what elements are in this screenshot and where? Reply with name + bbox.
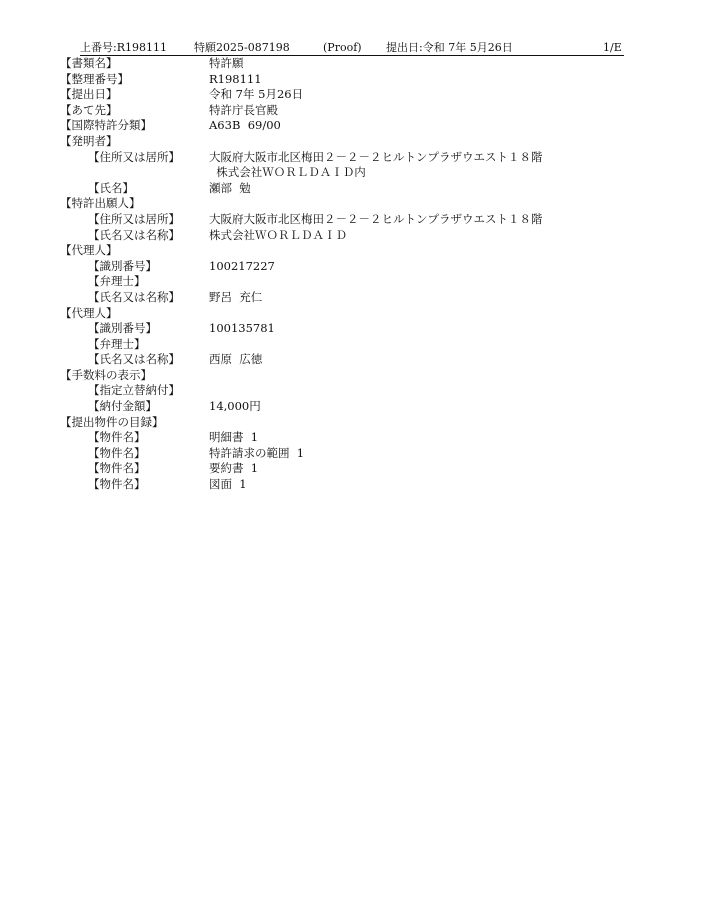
form-row <box>0 461 718 477</box>
field-value: 要約書 1 <box>209 461 259 476</box>
field-label: 【住所又は居所】 <box>88 211 180 226</box>
field-label: 【弁理士】 <box>88 336 146 351</box>
form-row <box>0 383 718 399</box>
field-label: 【代理人】 <box>60 305 118 320</box>
form-row <box>0 321 718 337</box>
form-row <box>0 415 718 431</box>
form-row <box>0 306 718 322</box>
form-row <box>0 56 718 72</box>
field-value: R198111 <box>209 71 262 86</box>
form-row <box>0 72 718 88</box>
form-row <box>0 368 718 384</box>
field-label: 【物件名】 <box>88 445 146 460</box>
form-row <box>0 446 718 462</box>
form-row <box>0 228 718 244</box>
form-row <box>0 337 718 353</box>
form-row <box>0 118 718 134</box>
field-label: 【あて先】 <box>60 102 118 117</box>
form-row <box>0 352 718 368</box>
form-row <box>0 274 718 290</box>
field-value: 14,000円 <box>209 399 261 414</box>
filing-date: 提出日:令和 7年 5月26日 <box>386 41 513 54</box>
form-row <box>0 430 718 446</box>
form-row <box>0 399 718 415</box>
application-body <box>0 56 718 493</box>
page-number: 1/E <box>603 41 622 54</box>
field-label: 【書類名】 <box>60 56 118 70</box>
field-value: 株式会社ＷＯＲＬＤＡＩＤ内 <box>209 165 366 180</box>
form-row <box>0 196 718 212</box>
form-row <box>0 181 718 197</box>
field-label: 【氏名又は名称】 <box>88 352 180 367</box>
document-header <box>80 40 624 56</box>
proof-mark: (Proof) <box>323 41 362 54</box>
field-label: 【識別番号】 <box>88 258 157 273</box>
field-label: 【代理人】 <box>60 243 118 258</box>
field-value: 100217227 <box>209 258 275 273</box>
form-row <box>0 87 718 103</box>
field-label: 【氏名又は名称】 <box>88 227 180 242</box>
field-label: 【指定立替納付】 <box>88 383 180 398</box>
reference-number: 上番号:R198111 <box>80 41 167 54</box>
field-value: 野呂 充仁 <box>209 289 263 304</box>
field-value: 令和 7年 5月26日 <box>209 87 304 102</box>
field-label: 【納付金額】 <box>88 399 157 414</box>
field-label: 【国際特許分類】 <box>60 118 152 133</box>
field-label: 【提出物件の目録】 <box>60 414 164 429</box>
form-row <box>0 165 718 181</box>
field-label: 【特許出願人】 <box>60 196 141 211</box>
field-label: 【弁理士】 <box>88 274 146 289</box>
field-label: 【物件名】 <box>88 430 146 445</box>
field-label: 【氏名】 <box>88 180 134 195</box>
field-label: 【整理番号】 <box>60 71 129 86</box>
field-label: 【住所又は居所】 <box>88 149 180 164</box>
field-value: 瀬部 勉 <box>209 180 251 195</box>
application-number: 特願2025-087198 <box>194 41 290 54</box>
form-row <box>0 290 718 306</box>
field-value: 特許請求の範囲 1 <box>209 445 305 460</box>
field-label: 【物件名】 <box>88 477 146 492</box>
field-value: 大阪府大阪市北区梅田２－２－２ヒルトンプラザウエスト１８階 <box>209 211 543 226</box>
field-value: 株式会社ＷＯＲＬＤＡＩＤ <box>209 227 347 242</box>
field-value: 明細書 1 <box>209 430 259 445</box>
form-row <box>0 259 718 275</box>
field-label: 【提出日】 <box>60 87 118 102</box>
field-value: 特許願 <box>209 56 244 70</box>
field-value: A63B 69/00 <box>209 118 281 133</box>
field-value: 大阪府大阪市北区梅田２－２－２ヒルトンプラザウエスト１８階 <box>209 149 543 164</box>
form-row <box>0 150 718 166</box>
field-label: 【手数料の表示】 <box>60 367 152 382</box>
field-value: 特許庁長官殿 <box>209 102 278 117</box>
field-label: 【氏名又は名称】 <box>88 289 180 304</box>
form-row <box>0 243 718 259</box>
field-value: 西原 広徳 <box>209 352 263 367</box>
form-row <box>0 477 718 493</box>
field-value: 図面 1 <box>209 477 247 492</box>
form-row <box>0 134 718 150</box>
field-label: 【物件名】 <box>88 461 146 476</box>
field-value: 100135781 <box>209 321 275 336</box>
field-label: 【発明者】 <box>60 133 118 148</box>
form-row <box>0 212 718 228</box>
field-label: 【識別番号】 <box>88 321 157 336</box>
form-row <box>0 103 718 119</box>
